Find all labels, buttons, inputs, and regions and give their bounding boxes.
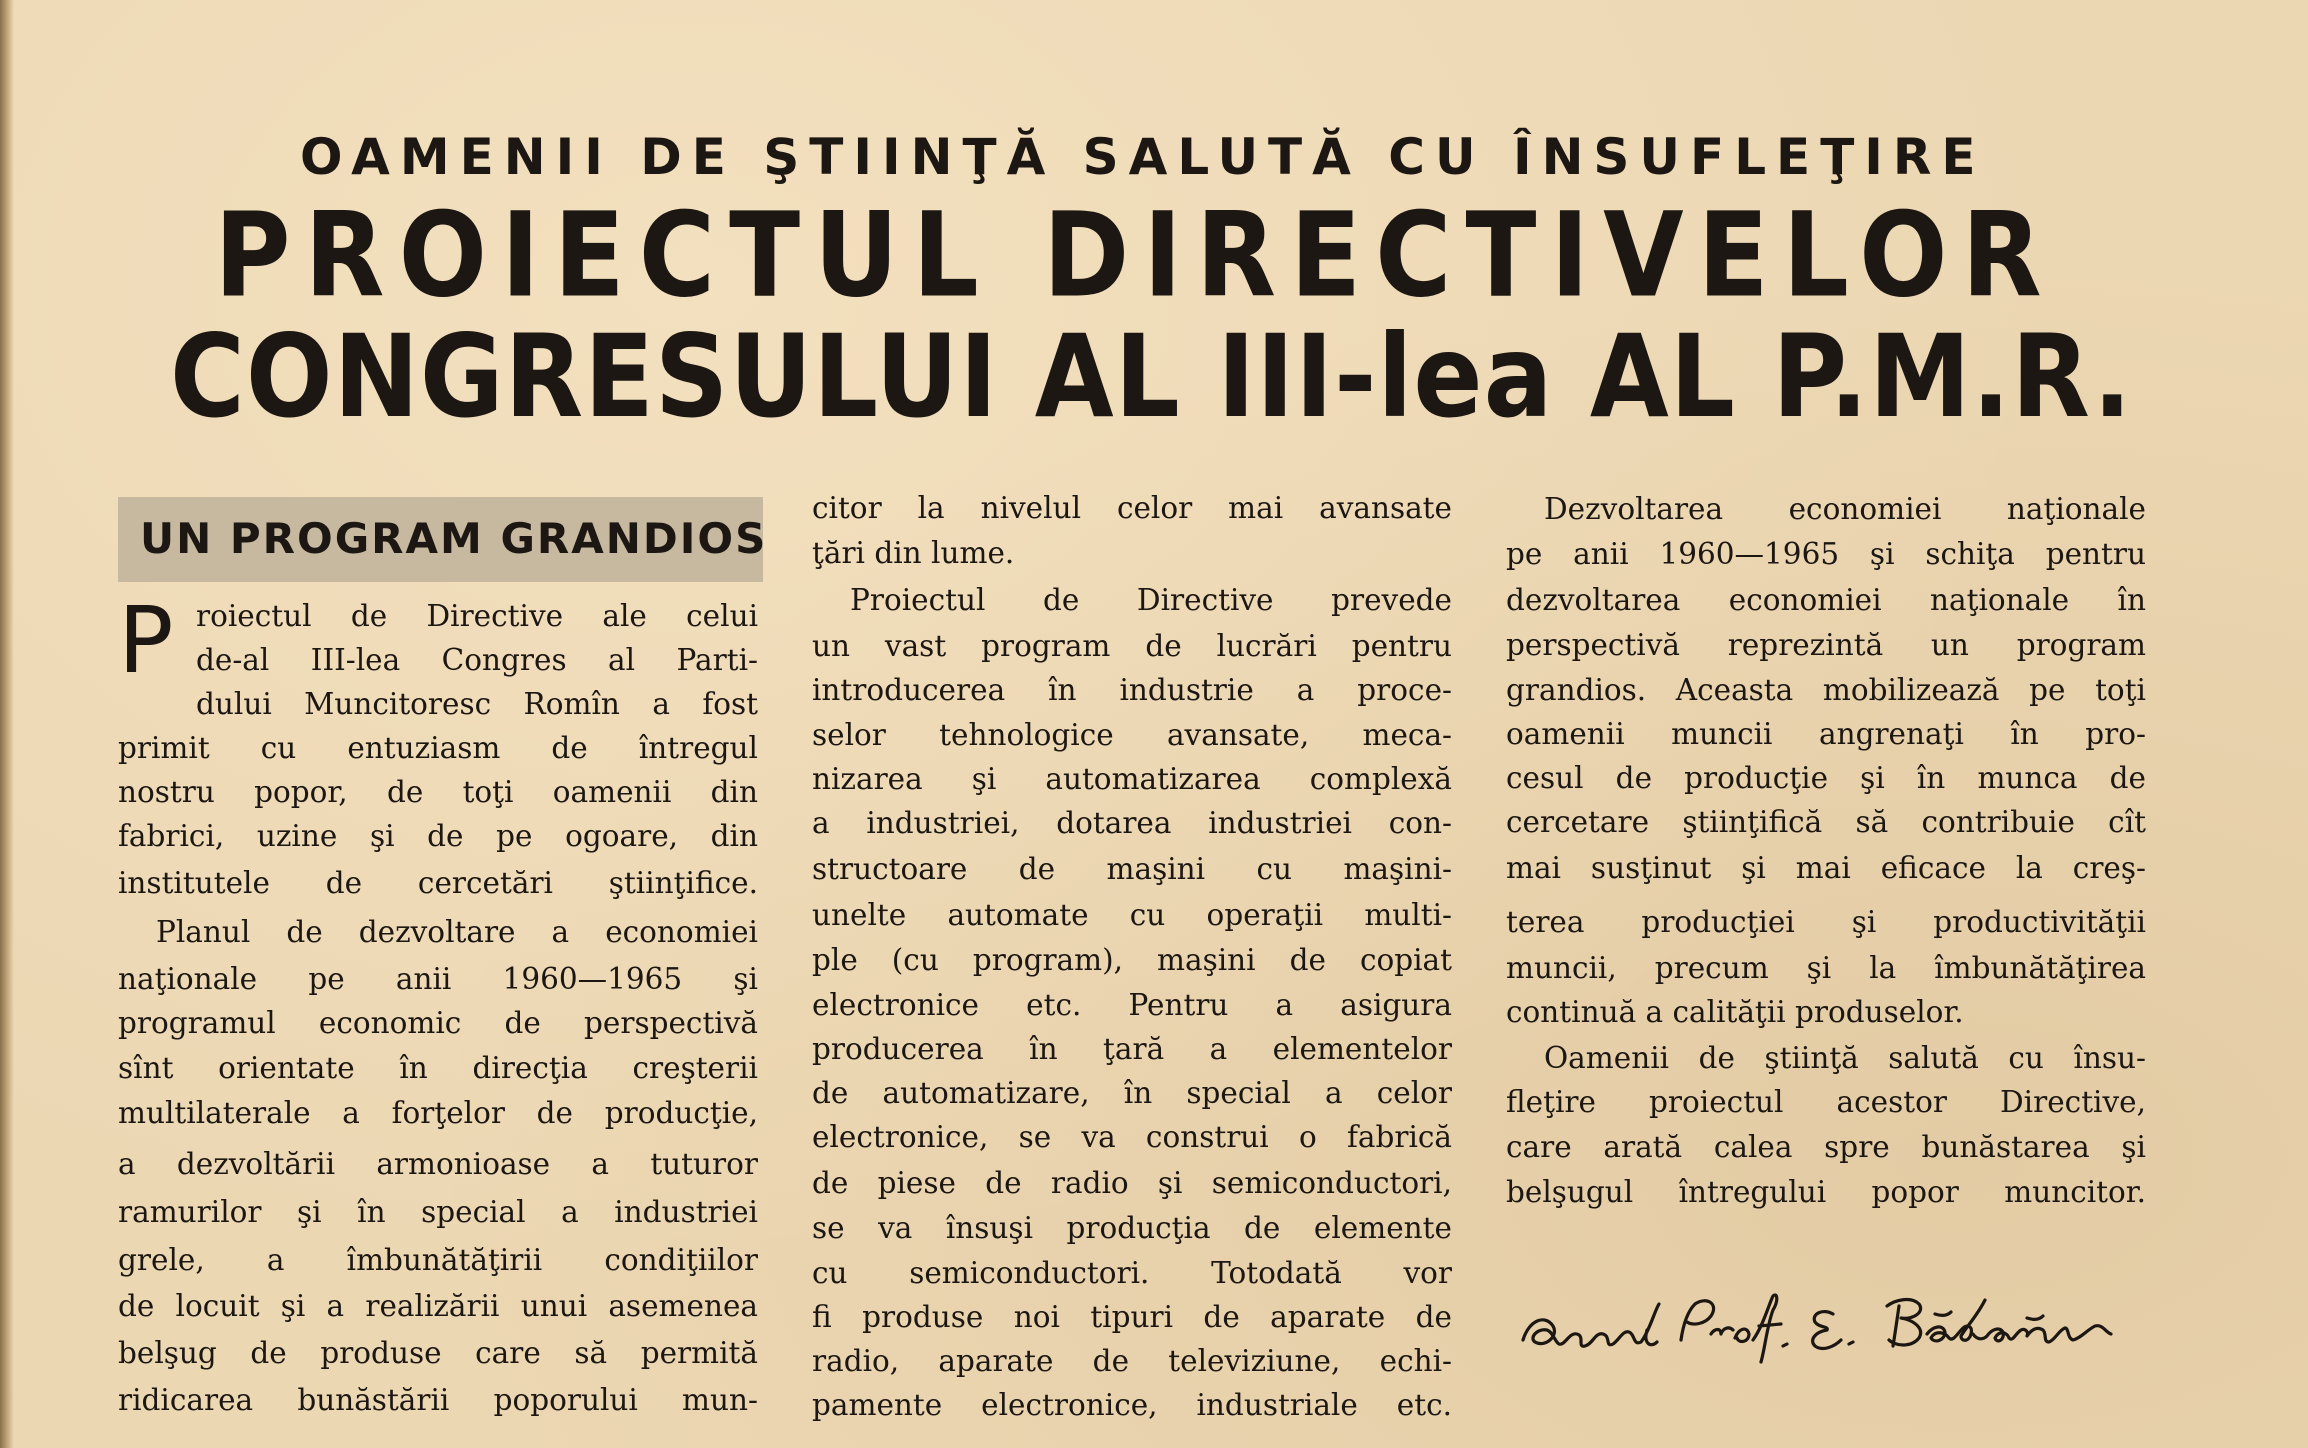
- text-line: mai susţinut şi mai eficace la creş-: [1506, 851, 2146, 885]
- text-line: fleţire proiectul acestor Directive,: [1506, 1085, 2146, 1119]
- text-line: pe anii 1960—1965 şi schiţa pentru: [1506, 537, 2146, 571]
- text-line: de automatizare, în special a celor: [812, 1076, 1452, 1110]
- text-line: se va însuşi producţia de elemente: [812, 1211, 1452, 1245]
- text-line: unelte automate cu operaţii multi-: [812, 898, 1452, 932]
- text-line: sînt orientate în direcţia creşterii: [118, 1051, 758, 1085]
- text-line: belşug de produse care să permită: [118, 1336, 758, 1370]
- text-line: primit cu entuziasm de întregul: [118, 731, 758, 765]
- text-line: de locuit şi a realizării unui asemenea: [118, 1289, 758, 1323]
- text-line: de-al III-lea Congres al Parti-: [196, 643, 758, 677]
- section-heading: UN PROGRAM GRANDIOS: [140, 514, 768, 563]
- text-line: pamente electronice, industriale etc.: [812, 1388, 1452, 1422]
- text-line: Planul de dezvoltare a economiei: [156, 915, 758, 949]
- text-line: a industriei, dotarea industriei con-: [812, 806, 1452, 840]
- text-line: a dezvoltării armonioase a tuturor: [118, 1147, 758, 1181]
- text-line: grandios. Aceasta mobilizează pe toţi: [1506, 673, 2146, 707]
- text-line: Proiectul de Directive prevede: [850, 583, 1452, 617]
- text-line: Dezvoltarea economiei naţionale: [1544, 492, 2146, 526]
- text-line: fabrici, uzine şi de pe ogoare, din: [118, 819, 758, 853]
- text-line: de piese de radio şi semiconductori,: [812, 1166, 1452, 1200]
- text-line: ridicarea bunăstării poporului mun-: [118, 1383, 758, 1417]
- text-line: electronice etc. Pentru a asigura: [812, 988, 1452, 1022]
- text-line: care arată calea spre bunăstarea şi: [1506, 1130, 2146, 1164]
- text-line: electronice, se va construi o fabrică: [812, 1120, 1452, 1154]
- text-line: belşugul întregului popor muncitor.: [1506, 1175, 2146, 1209]
- signature-graphic: [1515, 1270, 2135, 1380]
- text-line: ţări din lume.: [812, 536, 1015, 570]
- text-line: citor la nivelul celor mai avansate: [812, 491, 1452, 525]
- text-line: ramurilor şi în special a industriei: [118, 1195, 758, 1229]
- text-line: fi produse noi tipuri de aparate de: [812, 1300, 1452, 1334]
- text-line: dezvoltarea economiei naţionale în: [1506, 583, 2146, 617]
- text-line: un vast program de lucrări pentru: [812, 629, 1452, 663]
- text-line: ple (cu program), maşini de copiat: [812, 943, 1452, 977]
- text-line: dului Muncitoresc Romîn a fost: [196, 687, 758, 721]
- text-line: radio, aparate de televiziune, echi-: [812, 1344, 1452, 1378]
- text-line: nizarea şi automatizarea complexă: [812, 762, 1452, 796]
- text-line: continuă a calităţii produselor.: [1506, 995, 1964, 1029]
- text-line: terea producţiei şi productivităţii: [1506, 905, 2146, 939]
- text-line: perspectivă reprezintă un program: [1506, 628, 2146, 662]
- text-line: Oamenii de ştiinţă salută cu însu-: [1544, 1041, 2146, 1075]
- text-line: oamenii muncii angrenaţi în pro-: [1506, 717, 2146, 751]
- article-headline-line-1: PROIECTUL DIRECTIVELOR: [214, 186, 2056, 324]
- text-line: producerea în ţară a elementelor: [812, 1032, 1452, 1066]
- page-edge-shadow: [0, 0, 14, 1448]
- text-line: nostru popor, de toţi oamenii din: [118, 775, 758, 809]
- text-line: grele, a îmbunătăţirii condiţiilor: [118, 1243, 758, 1277]
- text-line: structoare de maşini cu maşini-: [812, 852, 1452, 886]
- author-signature: [1515, 1270, 2135, 1380]
- text-line: cu semiconductori. Totodată vor: [812, 1256, 1452, 1290]
- text-line: naţionale pe anii 1960—1965 şi: [118, 962, 758, 996]
- text-line: selor tehnologice avansate, meca-: [812, 718, 1452, 752]
- text-line: institutele de cercetări ştiinţifice.: [118, 866, 758, 900]
- text-line: cesul de producţie şi în munca de: [1506, 761, 2146, 795]
- text-line: cercetare ştiinţifică să contribuie cît: [1506, 805, 2146, 839]
- text-line: introducerea în industrie a proce-: [812, 673, 1452, 707]
- text-line: programul economic de perspectivă: [118, 1006, 758, 1040]
- article-kicker: OAMENII DE ŞTIINŢĂ SALUTĂ CU ÎNSUFLEŢIRE: [300, 128, 1986, 186]
- drop-cap: P: [118, 587, 174, 694]
- text-line: muncii, precum şi la îmbunătăţirea: [1506, 951, 2146, 985]
- article-headline-line-2: CONGRESULUI AL III-lea AL P.M.R.: [170, 310, 2133, 445]
- text-line: multilaterale a forţelor de producţie,: [118, 1096, 758, 1130]
- text-line: roiectul de Directive ale celui: [196, 599, 758, 633]
